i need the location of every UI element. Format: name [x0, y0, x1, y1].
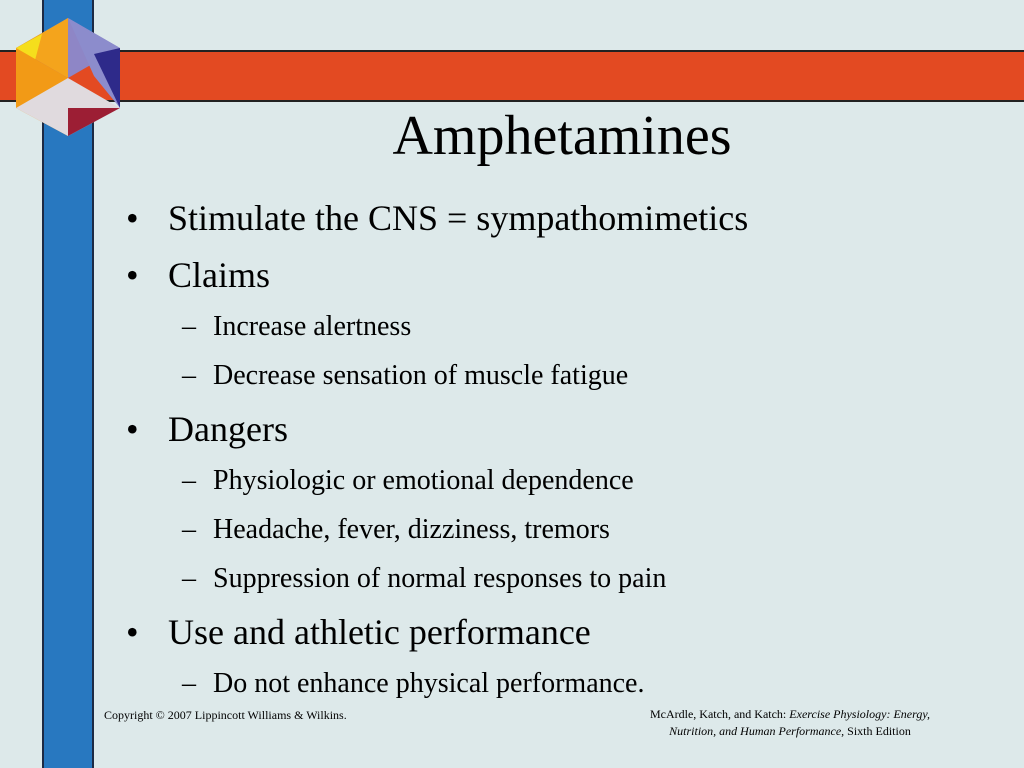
- dash-mark: –: [182, 514, 196, 545]
- list-item: [126, 405, 1006, 453]
- sub-list-item: [126, 559, 1006, 599]
- dash-mark: –: [182, 360, 196, 391]
- sub-list-item-text: Do not enhance physical performance.: [213, 668, 645, 699]
- bullet-mark: •: [126, 409, 139, 449]
- dash-mark: –: [182, 465, 196, 496]
- list-item: [126, 194, 1006, 242]
- bullet-mark: •: [126, 198, 139, 238]
- list-item: [126, 608, 1006, 656]
- list-item-text: Stimulate the CNS = sympathomimetics: [168, 198, 749, 238]
- citation-book-title-line2: Nutrition, and Human Performance,: [669, 724, 845, 738]
- sub-list-item: [126, 510, 1006, 550]
- list-item-text: Claims: [168, 255, 271, 295]
- sub-list-item: [126, 356, 1006, 396]
- dash-mark: –: [182, 563, 196, 594]
- bullet-list: [126, 194, 1006, 713]
- list-item-text: Dangers: [168, 409, 288, 449]
- horizontal-orange-bar: [0, 50, 1024, 102]
- citation-book-title-line1: Exercise Physiology: Energy,: [789, 707, 931, 721]
- sub-list-item-text: Increase alertness: [213, 311, 412, 342]
- sub-list-item-text: Decrease sensation of muscle fatigue: [213, 360, 629, 391]
- citation: [580, 706, 1000, 740]
- sub-list-item: [126, 664, 1006, 704]
- sub-list-item-text: Physiologic or emotional dependence: [213, 465, 634, 496]
- copyright-notice: Copyright © 2007 Lippincott Williams & Wilkins.: [104, 708, 347, 722]
- sub-list-item: [126, 461, 1006, 501]
- list-item: [126, 251, 1006, 299]
- citation-authors: McArdle, Katch, and Katch:: [649, 707, 787, 721]
- citation-edition: Sixth Edition: [847, 724, 911, 738]
- sub-list-item-text: Headache, fever, dizziness, tremors: [213, 514, 610, 545]
- slide-title: Amphetamines: [392, 105, 732, 167]
- dash-mark: –: [182, 668, 196, 699]
- bullet-mark: •: [126, 612, 139, 652]
- dash-mark: –: [182, 311, 196, 342]
- sub-list-item-text: Suppression of normal responses to pain: [213, 563, 667, 594]
- list-item-text: Use and athletic performance: [168, 612, 591, 652]
- bullet-mark: •: [126, 255, 139, 295]
- sub-list-item: [126, 307, 1006, 347]
